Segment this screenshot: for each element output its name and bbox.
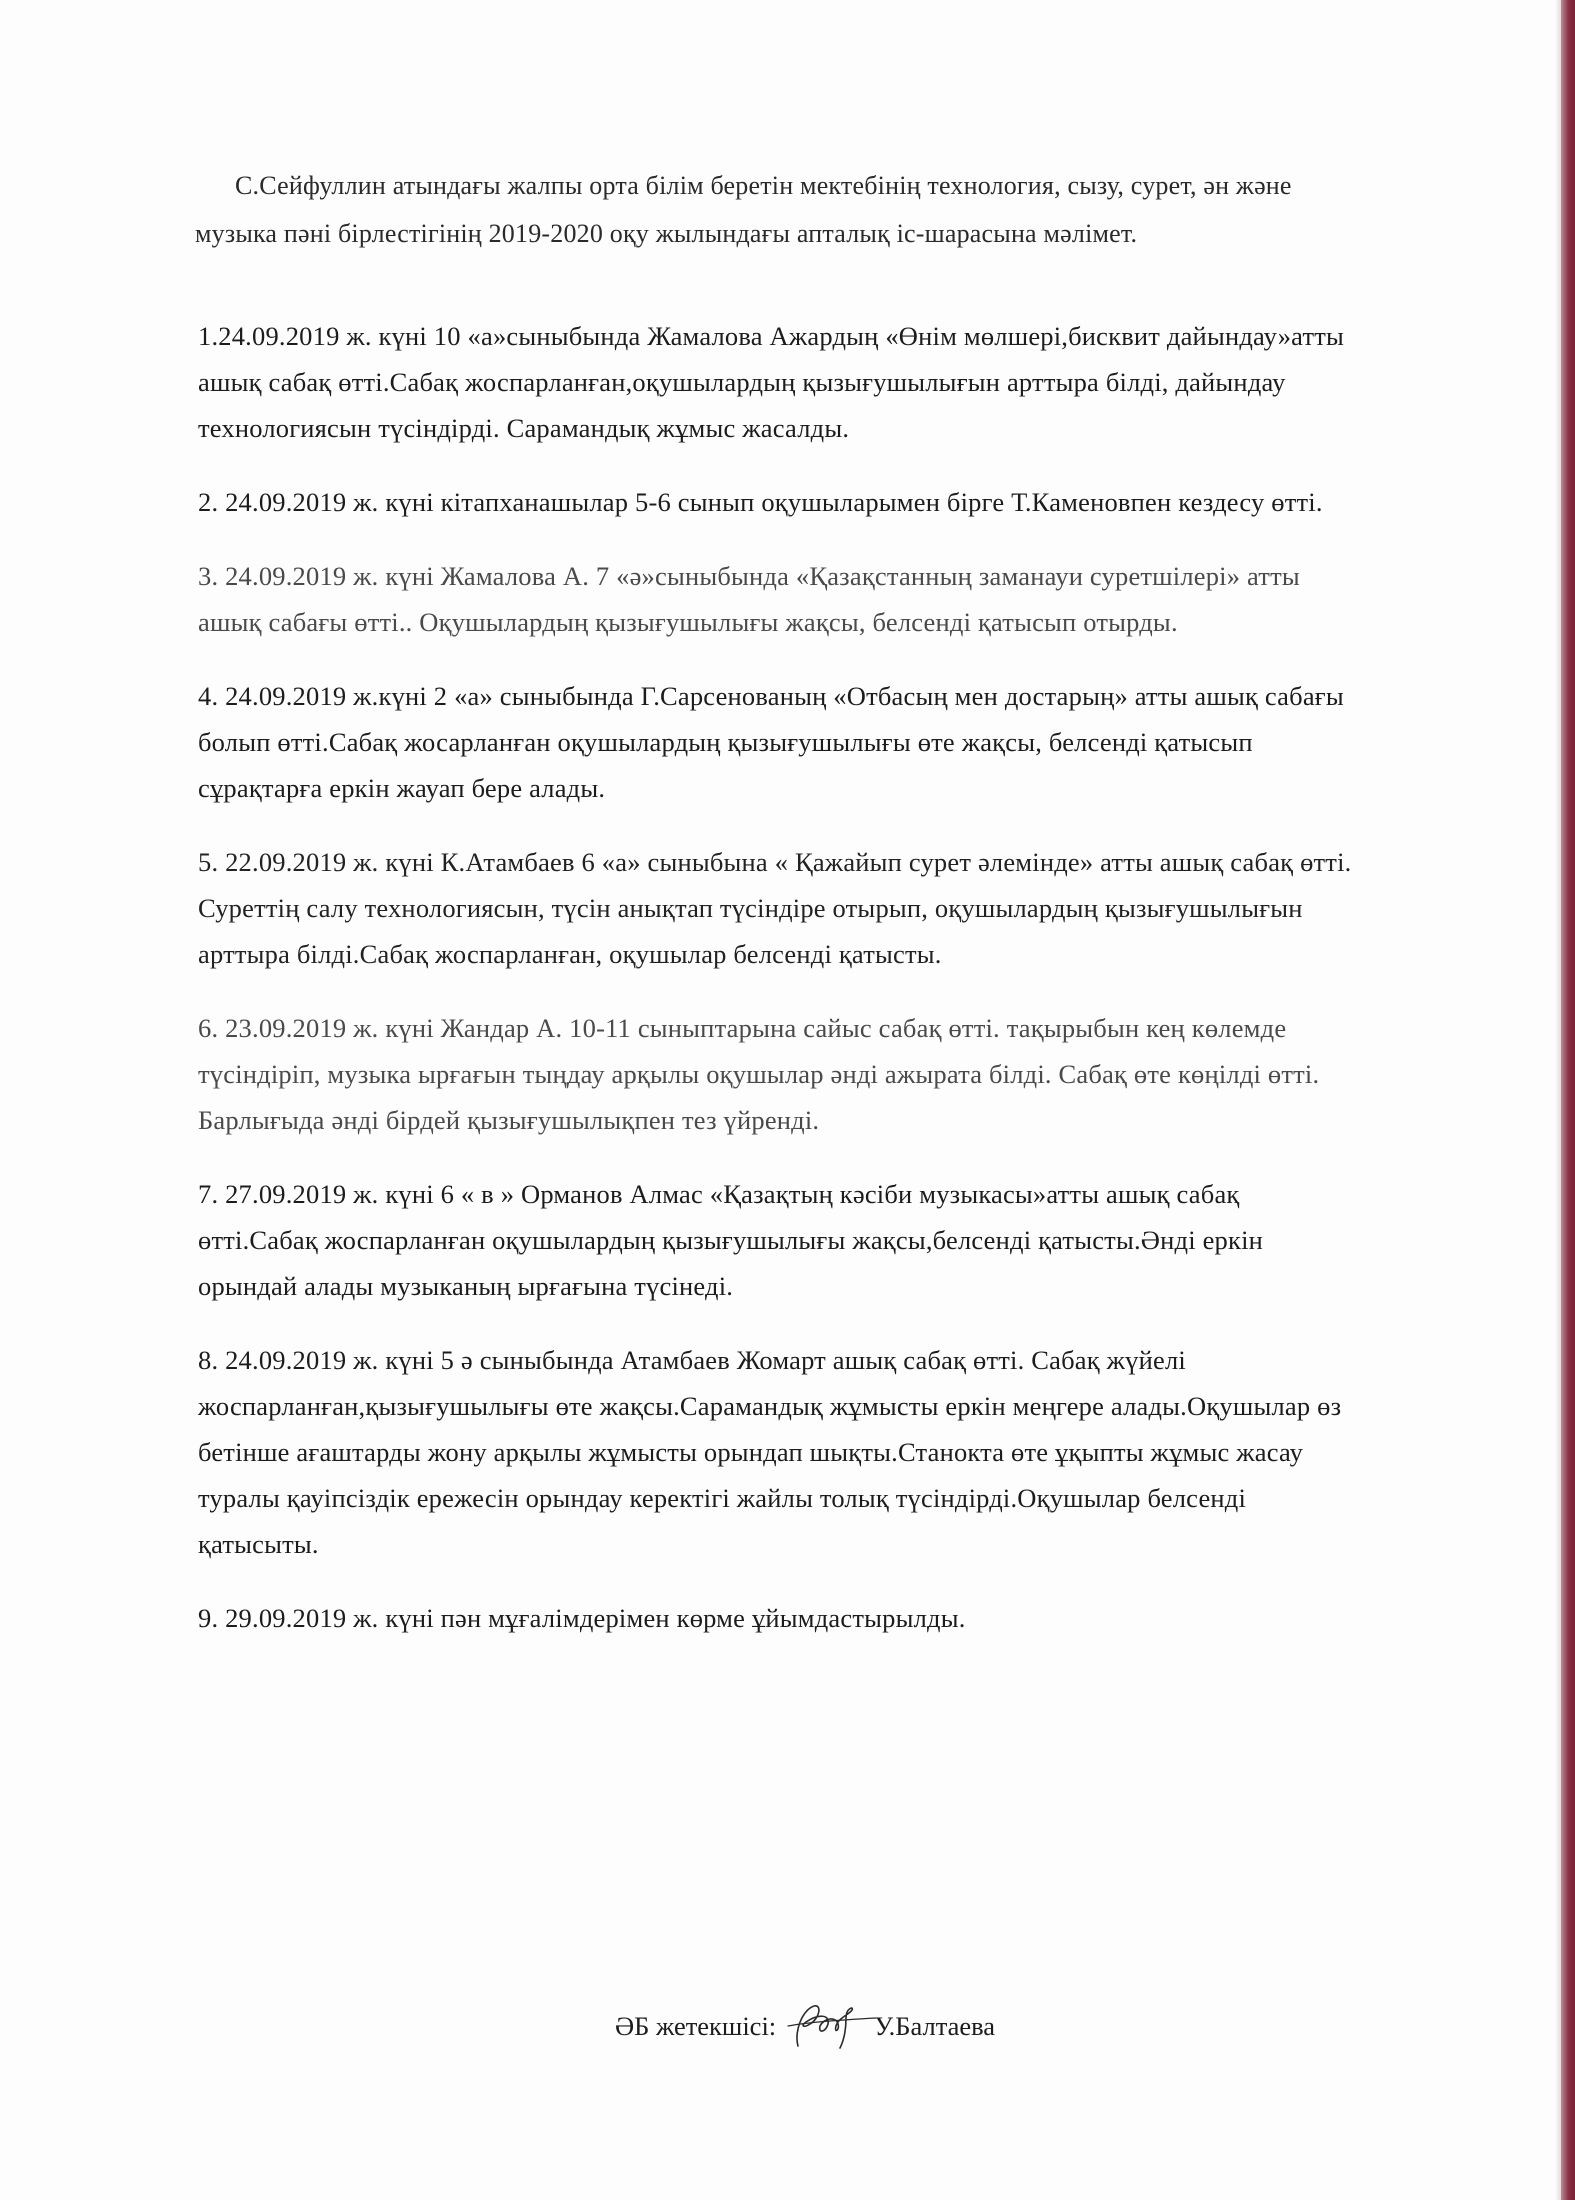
- report-item-7: 7. 27.09.2019 ж. күні 6 « в » Орманов Алмас «Қазақтың кәсіби музыкасы»атты ашық сабақ өтті.Сабақ жоспарланған оқушылардың қызығушылығы жақсы,белсенді қатысты.Әнді еркін орындай алады музыканың ырғағына түсінеді.: [198, 1179, 1264, 1301]
- report-item-8: 8. 24.09.2019 ж. күні 5 ә сыныбында Атамбаев Жомарт ашық сабақ өтті. Сабақ жүйелі жоспарланған,қызығушылығы өте жақсы.Сарамандық жұмысты еркін меңгере алады.Оқушылар өз бетінше ағаштарды жону арқылы жұмысты орындап шықты.Станокта өте ұқыпты жұмыс жасау туралы қауіпсіздік ережесін орындау керектігі жайлы толық түсіндірді.Оқушылар белсенді қатысыты.: [198, 1345, 1342, 1559]
- handwritten-signature-icon: [780, 1996, 880, 2056]
- report-item-9: 9. 29.09.2019 ж. күні пән мұғалімдерімен көрме ұйымдастырылды.: [198, 1603, 966, 1633]
- report-item-4: 4. 24.09.2019 ж.күні 2 «а» сыныбында Г.Сарсенованың «Отбасың мен достарың» атты ашық сабағы болып өтті.Сабақ жосарланған оқушылардың қызығушылығы өте жақсы, белсенді қатысып сұрақтарға еркін жауап бере алады.: [198, 681, 1344, 803]
- page-edge-strip: [1561, 0, 1575, 2200]
- signature-label: ӘБ жетекшісі:: [615, 2010, 777, 2041]
- signature-line: [615, 1996, 995, 2056]
- report-item-2: 2. 24.09.2019 ж. күні кітапханашылар 5-6 сынып оқушыларымен бірге Т.Каменовпен кездесу өтті.: [198, 487, 1323, 517]
- document-intro: С.Сейфуллин атындағы жалпы орта білім беретін мектебінің технология, сызу, сурет, ән және музыка пәні бірлестігінің 2019-2020 оқу жылындағы апталық іс-шарасына мәлімет.: [195, 171, 1292, 248]
- signature-name: У.Балтаева: [874, 2010, 996, 2041]
- report-item-5: 5. 22.09.2019 ж. күні К.Атамбаев 6 «а» сыныбына « Қажайып сурет әлемінде» атты ашық сабақ өтті. Суреттің салу технологиясын, түсін анықтап түсіндіре отырып, оқушылардың қызығушылығын арттыра білді.Сабақ жоспарланған, оқушылар белсенді қатысты.: [198, 847, 1352, 969]
- report-item-1: 1.24.09.2019 ж. күні 10 «а»сыныбында Жамалова Ажардың «Өнім мөлшері,бисквит дайындау»атты ашық сабақ өтті.Сабақ жоспарланған,оқушылардың қызығушылығын арттыра білді, дайындау технологиясын түсіндірді. Сарамандық жұмыс жасалды.: [198, 321, 1345, 443]
- report-items: [198, 313, 1363, 1669]
- report-item-6: 6. 23.09.2019 ж. күні Жандар А. 10-11 сыныптарына сайыс сабақ өтті. тақырыбын кең көлемде түсіндіріп, музыка ырғағын тыңдау арқылы оқушылар әнді ажырата білді. Сабақ өте көңілді өтті. Барлығыда әнді бірдей қызығушылықпен тез үйренді.: [198, 1013, 1320, 1135]
- report-item-3: 3. 24.09.2019 ж. күні Жамалова А. 7 «ә»сыныбында «Қазақстанның заманауи суретшілері» атты ашық сабағы өтті.. Оқушылардың қызығушылығы жақсы, белсенді қатысып отырды.: [198, 561, 1300, 637]
